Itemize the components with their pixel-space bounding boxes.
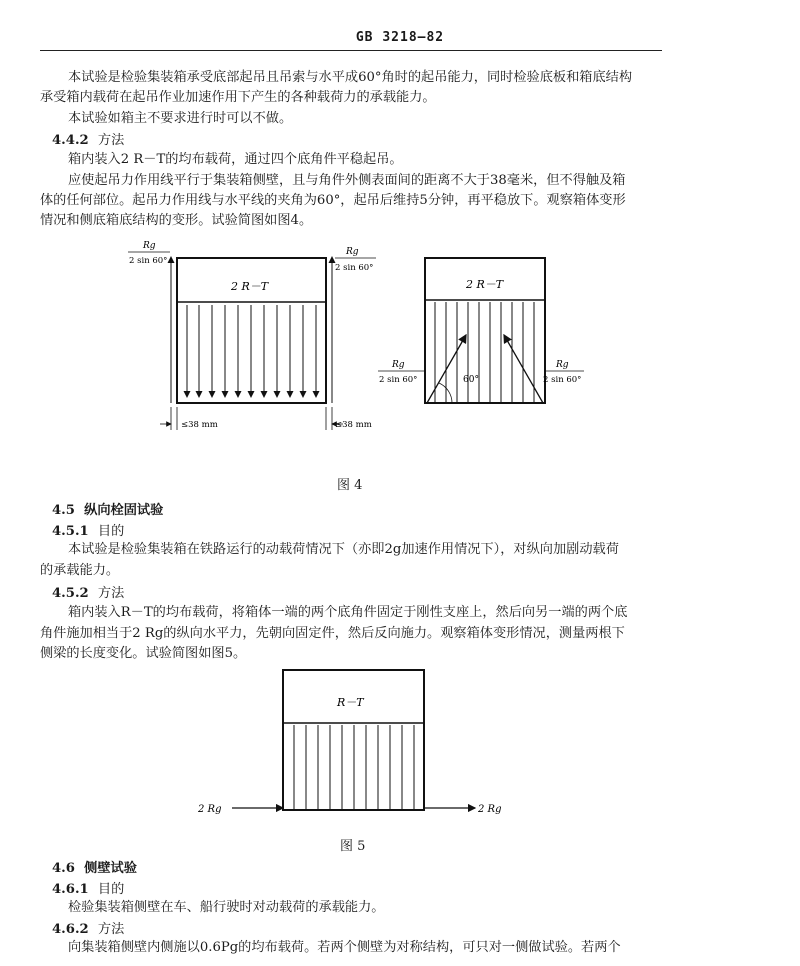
para-4-6-2-line1: 向集装箱侧壁内侧施以0.6Pg的均布载荷。若两个侧壁为对称结构，可只对一侧做试验。若两个 [68,940,621,955]
heading-number: 4.6.1 [52,882,89,897]
heading-4-4-2 [52,129,124,148]
fig4-side-right-num: Rg [556,360,569,370]
fig4-dim-right: ≤38 mm [335,420,372,430]
heading-4-5-2 [52,582,124,601]
fig5-force-left: 2 Rg [198,804,222,815]
heading-4-5 [52,499,163,518]
fig4-right-diagram [378,258,584,403]
heading-title: 方法 [97,586,125,601]
heading-4-6-1 [52,878,124,897]
para-4-6-1-line1: 检验集装箱侧壁在车、船行驶时对动载荷的承载能力。 [68,900,385,915]
figure-4 [0,225,800,455]
para-4-5-2-line1: 箱内装入R－T的均布载荷，将箱体一端的两个底角件固定于刚性支座上，然后向另一端的两个底 [68,605,628,620]
para-4-4-2-line2: 应使起吊力作用线平行于集装箱侧壁，且与角件外侧表面间的距离不大于38毫米，但不得触及箱 [68,173,626,188]
fig4-angle-label: 60° [463,375,479,385]
heading-title: 方法 [97,133,125,148]
fig4-side-left-den: 2 sin 60° [379,375,418,385]
page-header: GB 3218—82 [355,30,445,45]
para-4-4-line1: 本试验是检验集装箱承受底部起吊且吊索与水平成60°角时的起吊能力，同时检验底板和箱底结构 [68,70,633,85]
fig4-right-force-num: Rg [346,247,359,257]
para-4-4-2-line1: 箱内装入2 R－T的均布载荷，通过四个底角件平稳起吊。 [68,152,403,167]
para-4-4-note: 本试验如箱主不要求进行时可以不做。 [68,111,293,126]
fig4-left-force-den: 2 sin 60° [129,256,168,266]
para-4-5-1-line1: 本试验是检验集装箱在铁路运行的动载荷情况下（亦即2g加速作用情况下），对纵向加剧动载荷 [68,542,619,557]
heading-number: 4.5.1 [52,524,89,539]
para-4-5-2-line3: 侧梁的长度变化。试验简图如图5。 [40,646,247,661]
figure-4-caption: 图 4 [337,478,363,493]
fig4-dim-left: ≤38 mm [181,420,218,430]
heading-title: 方法 [97,922,125,937]
heading-4-5-1 [52,520,124,539]
fig4-side-right-den: 2 sin 60° [543,375,582,385]
fig4-side-left-num: Rg [392,360,405,370]
fig4-right-load-label: 2 R－T [466,278,504,291]
fig5-load-label: R－T [337,696,364,709]
para-4-4-line2: 承受箱内载荷在起吊作业加速作用下产生的各种载荷力的承载能力。 [40,90,436,105]
para-4-5-1-line2: 的承载能力。 [40,563,120,578]
fig5-force-right: 2 Rg [478,804,502,815]
fig4-left-diagram [128,241,376,430]
para-4-4-2-line4: 情况和侧底箱底结构的变形。试验简图如图4。 [40,213,313,228]
heading-number: 4.5.2 [52,586,89,601]
heading-title: 目的 [97,524,125,539]
heading-number: 4.4.2 [52,133,89,148]
figure-5 [0,660,800,820]
fig4-left-load-label: 2 R－T [231,280,269,293]
header-rule [40,50,662,51]
heading-4-6 [52,857,137,876]
figure-5-caption: 图 5 [340,839,366,854]
heading-number: 4.5 [52,503,75,518]
heading-title: 侧壁试验 [84,861,137,876]
para-4-4-2-line3: 体的任何部位。起吊力作用线与水平线的夹角为60°，起吊后维持5分钟，再平稳放下。观察箱体变形 [40,193,626,208]
para-4-5-2-line2: 角件施加相当于2 Rg的纵向水平力，先朝向固定件，然后反向施力。观察箱体变形情况，测量两根下 [40,626,625,641]
heading-title: 纵向栓固试验 [84,503,164,518]
heading-number: 4.6.2 [52,922,89,937]
fig4-left-force-num: Rg [143,241,156,251]
heading-4-6-2 [52,918,124,937]
heading-number: 4.6 [52,861,75,876]
heading-title: 目的 [97,882,125,897]
fig4-right-force-den: 2 sin 60° [335,263,374,273]
